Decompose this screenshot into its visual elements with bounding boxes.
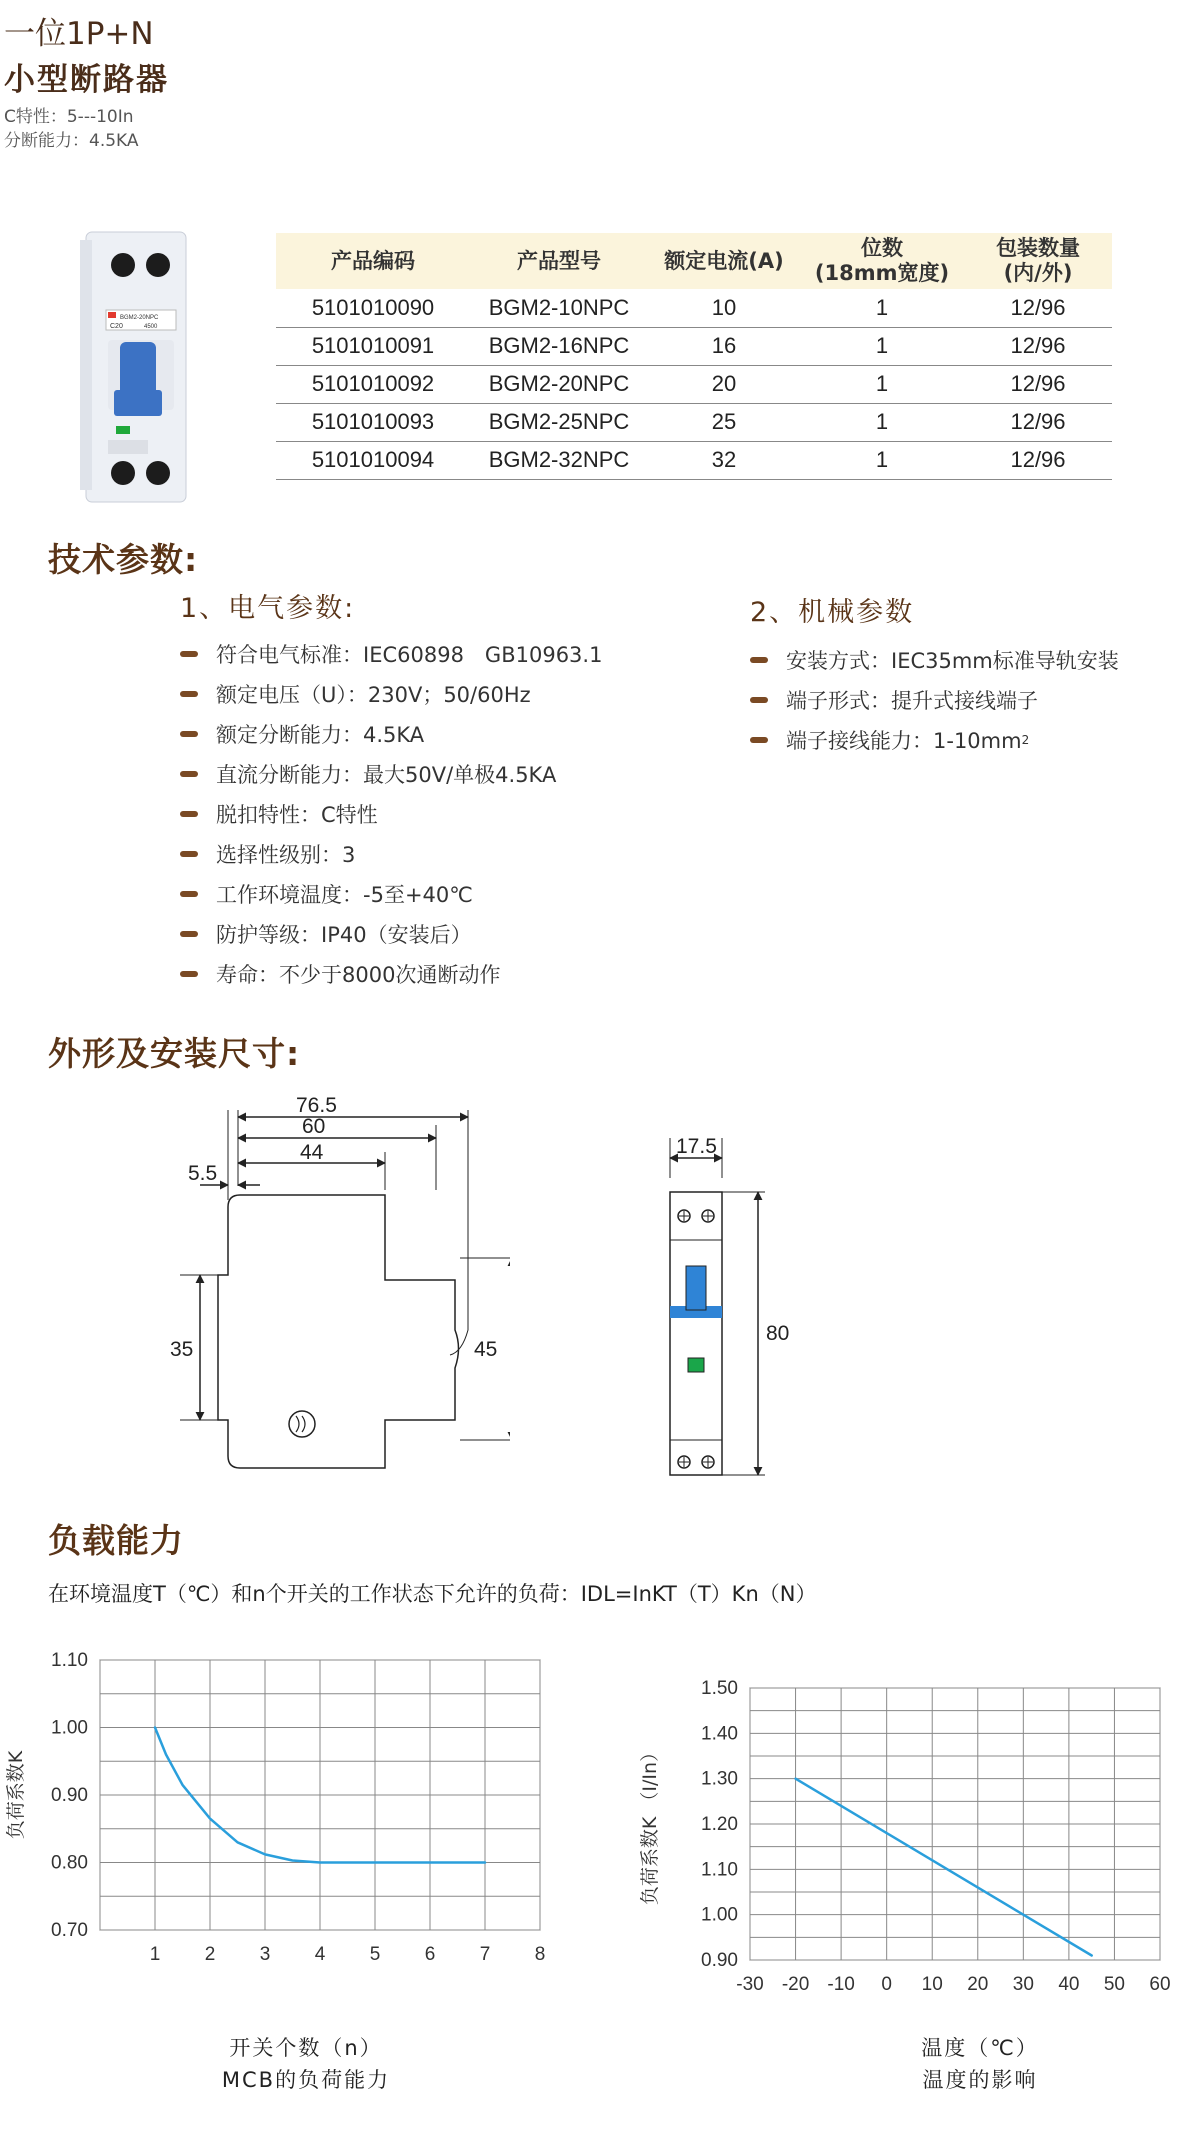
table-header-row bbox=[276, 233, 1112, 289]
header-product-model: 产品型号 bbox=[470, 233, 648, 289]
y-tick-label: 1.50 bbox=[701, 1678, 738, 1699]
dash-bullet-icon bbox=[750, 737, 768, 743]
x-tick-label: 2 bbox=[204, 1944, 216, 1965]
chart2-caption: 温度的影响 bbox=[922, 2068, 1038, 2092]
cell-poles: 1 bbox=[800, 327, 964, 365]
cell-code: 5101010090 bbox=[276, 289, 470, 327]
list-item: 安装方式：IEC35mm标准导轨安装 bbox=[750, 640, 1170, 680]
x-tick-label: -10 bbox=[827, 1974, 855, 1990]
x-tick-label: 0 bbox=[881, 1974, 892, 1990]
chart2-xlabel: 温度（℃） bbox=[921, 2036, 1039, 2060]
cell-current: 16 bbox=[648, 327, 800, 365]
y-tick-label: 1.10 bbox=[701, 1859, 738, 1881]
list-item: 脱扣特性：C特性 bbox=[180, 794, 700, 834]
cell-current: 25 bbox=[648, 403, 800, 441]
table-row bbox=[276, 441, 1112, 479]
dash-bullet-icon bbox=[180, 651, 198, 657]
list-item: 防护等级：IP40（安装后） bbox=[180, 914, 700, 954]
y-tick-label: 0.70 bbox=[51, 1920, 88, 1941]
y-tick-label: 1.40 bbox=[701, 1723, 738, 1745]
load-vs-switch-count-chart bbox=[0, 1640, 580, 1990]
x-tick-label: 1 bbox=[149, 1944, 161, 1965]
y-tick-label: 0.80 bbox=[51, 1852, 88, 1874]
header-rated-current: 额定电流(A) bbox=[648, 233, 800, 289]
list-item: 端子接线能力：1-10mm 2 bbox=[750, 720, 1170, 760]
load-capacity-title: 负载能力 bbox=[48, 1521, 184, 1560]
dim-label-80: 80 bbox=[766, 1322, 790, 1345]
product-title: 一位1P+N bbox=[4, 16, 154, 52]
dimensions-title: 外形及安装尺寸: bbox=[48, 1034, 301, 1073]
y-tick-label: 1.00 bbox=[701, 1904, 738, 1926]
x-tick-label: 50 bbox=[1103, 1974, 1126, 1990]
table-row bbox=[276, 365, 1112, 403]
x-tick-label: -30 bbox=[736, 1974, 764, 1990]
table-row bbox=[276, 403, 1112, 441]
x-tick-label: 4 bbox=[314, 1944, 326, 1965]
y-tick-label: 0.90 bbox=[51, 1785, 88, 1806]
x-tick-label: 30 bbox=[1012, 1974, 1034, 1990]
load-formula: 在环境温度T（℃）和n个开关的工作状态下允许的负荷：IDL=InKT（T）Kn（N） bbox=[48, 1582, 817, 1606]
dash-bullet-icon bbox=[750, 697, 768, 703]
cell-current: 20 bbox=[648, 365, 800, 403]
cell-model: BGM2-10NPC bbox=[470, 289, 648, 327]
cell-poles: 1 bbox=[800, 289, 964, 327]
y-tick-label: 0.90 bbox=[701, 1950, 738, 1971]
cell-pack: 12/96 bbox=[964, 327, 1112, 365]
list-item: 选择性级别：3 bbox=[180, 834, 700, 874]
product-subtitle: 小型断路器 bbox=[4, 62, 169, 98]
cell-model: BGM2-20NPC bbox=[470, 365, 648, 403]
list-item: 工作环境温度：-5至+40℃ bbox=[180, 874, 700, 914]
x-tick-label: 3 bbox=[259, 1944, 271, 1965]
electrical-params-title: 1、电气参数: bbox=[180, 593, 356, 624]
chart1-xlabel: 开关个数（n） bbox=[229, 2036, 383, 2060]
series-line bbox=[796, 1779, 1092, 1956]
cell-code: 5101010093 bbox=[276, 403, 470, 441]
cell-pack: 12/96 bbox=[964, 289, 1112, 327]
status-indicator-icon bbox=[688, 1358, 704, 1372]
cell-model: BGM2-25NPC bbox=[470, 403, 648, 441]
dim-label-17-5: 17.5 bbox=[676, 1135, 717, 1158]
dim-label-60: 60 bbox=[302, 1115, 326, 1138]
dash-bullet-icon bbox=[180, 891, 198, 897]
dash-bullet-icon bbox=[180, 931, 198, 937]
x-tick-label: 60 bbox=[1149, 1974, 1171, 1990]
front-view-drawing bbox=[650, 1128, 800, 1498]
list-item: 寿命：不少于8000次通断动作 bbox=[180, 954, 700, 994]
dim-label-5-5: 5.5 bbox=[188, 1162, 218, 1185]
cell-pack: 12/96 bbox=[964, 403, 1112, 441]
y-tick-label: 1.10 bbox=[51, 1650, 88, 1671]
x-tick-label: -20 bbox=[781, 1974, 810, 1990]
x-tick-label: 5 bbox=[369, 1944, 381, 1965]
image-model-text: BGM2-20NPC bbox=[120, 315, 159, 321]
cell-code: 5101010091 bbox=[276, 327, 470, 365]
electrical-params-list bbox=[180, 634, 700, 994]
table-row bbox=[276, 327, 1112, 365]
product-table bbox=[276, 233, 1112, 480]
y-axis-title: 负荷系数K bbox=[5, 1750, 27, 1840]
dash-bullet-icon bbox=[180, 771, 198, 777]
tech-params-title: 技术参数: bbox=[48, 540, 199, 579]
side-view-drawing bbox=[170, 1090, 510, 1500]
cell-pack: 12/96 bbox=[964, 365, 1112, 403]
header-package-qty: 包装数量 (内/外) bbox=[964, 233, 1112, 289]
list-item: 直流分断能力：最大50V/单极4.5KA bbox=[180, 754, 700, 794]
cell-current: 32 bbox=[648, 441, 800, 479]
list-item: 额定电压（U）：230V；50/60Hz bbox=[180, 674, 700, 714]
dash-bullet-icon bbox=[180, 971, 198, 977]
cell-poles: 1 bbox=[800, 365, 964, 403]
header-product-code: 产品编码 bbox=[276, 233, 470, 289]
table-row bbox=[276, 289, 1112, 327]
dash-bullet-icon bbox=[180, 731, 198, 737]
mechanical-params-list bbox=[750, 640, 1170, 760]
breaking-capacity-spec: 分断能力：4.5KA bbox=[4, 131, 139, 151]
dash-bullet-icon bbox=[180, 851, 198, 857]
dim-label-45: 45 bbox=[474, 1338, 498, 1361]
dim-label-35: 35 bbox=[170, 1338, 194, 1361]
temperature-effect-chart bbox=[620, 1660, 1200, 1990]
x-tick-label: 20 bbox=[967, 1974, 989, 1990]
x-tick-label: 40 bbox=[1058, 1974, 1080, 1990]
x-tick-label: 6 bbox=[424, 1944, 436, 1965]
dim-label-76-5: 76.5 bbox=[296, 1094, 337, 1117]
dash-bullet-icon bbox=[180, 691, 198, 697]
trip-characteristic-spec: C特性：5---10In bbox=[4, 107, 134, 127]
list-item: 符合电气标准：IEC60898 GB10963.1 bbox=[180, 634, 700, 674]
y-tick-label: 1.20 bbox=[701, 1814, 738, 1835]
header-poles: 位数 (18mm宽度) bbox=[800, 233, 964, 289]
cell-current: 10 bbox=[648, 289, 800, 327]
y-axis-title: 负荷系数K （I/In） bbox=[639, 1742, 661, 1906]
list-item: 额定分断能力：4.5KA bbox=[180, 714, 700, 754]
dash-bullet-icon bbox=[750, 657, 768, 663]
x-tick-label: 8 bbox=[534, 1944, 546, 1965]
breaker-product-image bbox=[78, 230, 198, 505]
x-tick-label: 7 bbox=[479, 1944, 491, 1965]
x-tick-label: 10 bbox=[921, 1974, 943, 1990]
cell-pack: 12/96 bbox=[964, 441, 1112, 479]
cell-code: 5101010092 bbox=[276, 365, 470, 403]
chart1-caption: MCB的负荷能力 bbox=[221, 2068, 391, 2092]
cell-poles: 1 bbox=[800, 403, 964, 441]
handle-icon bbox=[686, 1266, 706, 1310]
cell-model: BGM2-32NPC bbox=[470, 441, 648, 479]
y-tick-label: 1.00 bbox=[51, 1717, 88, 1739]
image-rating-box: 4500 bbox=[144, 324, 158, 330]
list-item: 端子形式：提升式接线端子 bbox=[750, 680, 1170, 720]
mechanical-params-title: 2、机械参数 bbox=[750, 597, 915, 628]
cell-code: 5101010094 bbox=[276, 441, 470, 479]
y-tick-label: 1.30 bbox=[701, 1768, 738, 1790]
dash-bullet-icon bbox=[180, 811, 198, 817]
image-rating-text: C20 bbox=[110, 323, 123, 330]
cell-poles: 1 bbox=[800, 441, 964, 479]
cell-model: BGM2-16NPC bbox=[470, 327, 648, 365]
dim-label-44: 44 bbox=[300, 1141, 324, 1164]
